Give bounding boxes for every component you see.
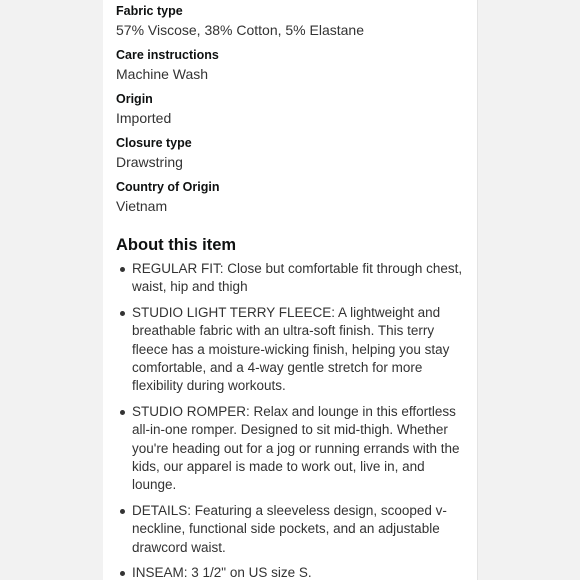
bullet-text: STUDIO ROMPER: Relax and lounge in this effortless all-in-one romper. Designed to sit mid-thigh. Whether you're heading out for a jog or running errands with the kids, our apparel is made to work out, live in, and lounge. [132, 404, 460, 493]
detail-value: Drawstring [116, 154, 183, 170]
detail-label: Closure type [116, 136, 192, 150]
list-item [116, 304, 466, 395]
bullet-text: DETAILS: Featuring a sleeveless design, scooped v-neckline, functional side pockets, and an adjustable drawcord waist. [132, 503, 447, 555]
detail-value: Machine Wash [116, 66, 209, 82]
bullet-dot-icon [120, 571, 125, 576]
detail-closure-type [116, 135, 477, 172]
bullet-text: STUDIO LIGHT TERRY FLEECE: A lightweight and breathable fabric with an ultra-soft finish. This terry fleece has a moisture-wicking finish, helping you stay comfortable, and a 4-way gentle stretch for more flexibility during workouts. [132, 305, 450, 394]
bullet-dot-icon [120, 410, 125, 415]
list-item [116, 403, 466, 494]
product-details-panel [103, 0, 477, 580]
detail-value: Imported [116, 110, 172, 126]
list-item [116, 502, 466, 557]
bullet-dot-icon [120, 311, 125, 316]
detail-value: Vietnam [116, 198, 168, 214]
detail-label: Origin [116, 92, 153, 106]
detail-label: Country of Origin [116, 180, 220, 194]
detail-fabric-type [116, 3, 477, 40]
about-this-item-heading: About this item [116, 236, 237, 254]
detail-label: Fabric type [116, 4, 183, 18]
bullet-dot-icon [120, 267, 125, 272]
detail-label: Care instructions [116, 48, 219, 62]
detail-country-of-origin [116, 179, 477, 216]
left-margin [0, 0, 103, 580]
detail-origin [116, 91, 477, 128]
list-item [116, 564, 466, 580]
detail-value: 57% Viscose, 38% Cotton, 5% Elastane [116, 22, 365, 38]
bullet-dot-icon [120, 509, 125, 514]
bullet-text: REGULAR FIT: Close but comfortable fit through chest, waist, hip and thigh [132, 261, 463, 295]
list-item [116, 260, 466, 297]
detail-care-instructions [116, 47, 477, 84]
bullet-text: INSEAM: 3 1/2" on US size S. [132, 565, 312, 580]
about-bullet-list [116, 260, 466, 580]
right-margin [477, 0, 580, 580]
